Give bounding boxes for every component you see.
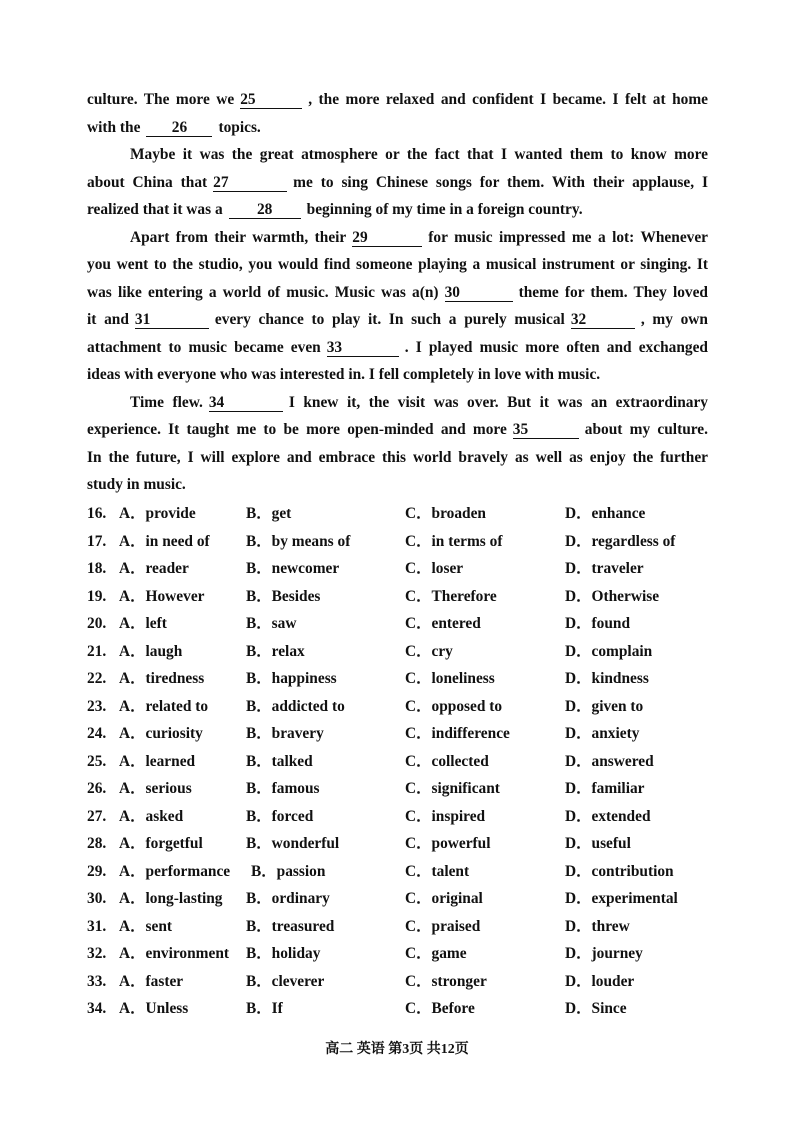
option-d: D．anxiety <box>565 725 640 742</box>
page-footer: 高二 英语 第3页 共12页 <box>325 1042 469 1057</box>
option-c: C．broaden <box>405 505 486 522</box>
text-segment: study in music. <box>87 476 186 493</box>
text-segment: it and <box>87 311 129 328</box>
blank-27: 27 <box>213 174 287 192</box>
text-segment: for music impressed me a lot: Whenever <box>428 228 709 246</box>
option-a: A．left <box>119 615 167 632</box>
question-row <box>87 803 727 831</box>
blank-35: 35 <box>513 421 579 439</box>
option-b: B．relax <box>246 642 305 660</box>
text-segment: Maybe it was the great atmosphere or the fact that I wanted them to know more <box>130 146 708 163</box>
text-segment: I knew it, the visit was over. But it was an extraordinary <box>288 393 708 411</box>
question-row <box>87 583 727 611</box>
question-number: 22. <box>87 670 107 687</box>
option-b: B．newcomer <box>246 560 340 577</box>
option-c: C．game <box>405 945 467 962</box>
option-c: C．loneliness <box>405 670 495 687</box>
passage-line <box>87 169 708 197</box>
text-segment: attachment to music became even <box>87 338 321 356</box>
blank-31: 31 <box>135 311 209 329</box>
option-a: A．faster <box>119 972 184 990</box>
option-d: D．extended <box>565 807 651 825</box>
option-d: D．enhance <box>565 505 646 522</box>
option-d: D．contribution <box>565 862 674 880</box>
question-number: 27. <box>87 807 107 825</box>
option-d: D．regardless of <box>565 532 676 550</box>
option-d: D．familiar <box>565 780 645 797</box>
text-segment: Time flew. <box>130 393 203 411</box>
blank-26: 26 <box>146 119 212 137</box>
text-segment: about China that <box>87 173 208 191</box>
question-row <box>87 968 727 996</box>
option-c: C．praised <box>405 917 481 935</box>
answer-options <box>87 500 727 1023</box>
option-b: B．treasured <box>246 917 335 935</box>
option-d: D．complain <box>565 642 653 660</box>
option-c: C．loser <box>405 560 464 577</box>
option-c: C．powerful <box>405 835 491 852</box>
question-row <box>87 528 727 556</box>
text-segment: experience. It taught me to be more open-minded and more <box>87 421 507 438</box>
text-segment: every chance to play it. In such a purely musical <box>214 311 565 328</box>
blank-29: 29 <box>352 229 422 247</box>
question-number: 23. <box>87 697 107 715</box>
passage-line <box>87 389 708 417</box>
option-d: D．threw <box>565 917 630 935</box>
option-c: C．cry <box>405 642 453 660</box>
option-d: D．traveler <box>565 560 644 577</box>
question-number: 25. <box>87 752 107 770</box>
option-d: D．journey <box>565 945 643 962</box>
text-segment: me to sing Chinese songs for them. With their applause, I <box>293 173 708 191</box>
question-number: 29. <box>87 862 107 880</box>
option-a: A．However <box>119 587 205 605</box>
text-segment: beginning of my time in a foreign country. <box>306 201 583 218</box>
option-a: A．learned <box>119 752 196 770</box>
question-row <box>87 500 727 528</box>
option-c: C．Therefore <box>405 587 497 605</box>
question-number: 17. <box>87 532 107 550</box>
passage-line <box>87 471 708 499</box>
option-d: D．Since <box>565 1000 627 1017</box>
option-a: A．curiosity <box>119 725 203 742</box>
option-c: C．in terms of <box>405 532 503 550</box>
option-c: C．talent <box>405 862 470 880</box>
passage-line <box>87 196 708 224</box>
question-number: 30. <box>87 890 107 907</box>
option-b: B．holiday <box>246 945 321 962</box>
option-c: C．significant <box>405 780 500 797</box>
option-a: A．reader <box>119 560 189 577</box>
option-d: D．found <box>565 615 631 632</box>
option-d: D．kindness <box>565 670 649 687</box>
option-b: B．If <box>246 1000 283 1017</box>
question-number: 32. <box>87 945 107 962</box>
option-b: B．forced <box>246 807 314 825</box>
question-number: 20. <box>87 615 107 632</box>
question-row <box>87 885 727 913</box>
option-a: A．related to <box>119 697 209 715</box>
question-row <box>87 775 727 803</box>
blank-32: 32 <box>571 311 635 329</box>
text-segment: about my culture. <box>584 421 708 438</box>
question-row <box>87 830 727 858</box>
option-b: B．by means of <box>246 532 351 550</box>
question-number: 28. <box>87 835 107 852</box>
option-a: A．tiredness <box>119 670 205 687</box>
question-row <box>87 995 727 1023</box>
option-a: A．long-lasting <box>119 890 223 907</box>
question-row <box>87 720 727 748</box>
text-segment: Apart from their warmth, their <box>130 228 347 246</box>
question-number: 33. <box>87 972 107 990</box>
option-a: A．sent <box>119 917 173 935</box>
text-segment: was like entering a world of music. Music was a(n) <box>87 283 439 301</box>
passage-line <box>87 86 708 114</box>
passage-line <box>87 279 708 307</box>
question-number: 34. <box>87 1000 107 1017</box>
option-a: A．Unless <box>119 1000 189 1017</box>
passage-line <box>87 444 708 472</box>
option-b: B．get <box>246 505 292 522</box>
question-row <box>87 913 727 941</box>
passage-line <box>87 334 708 362</box>
blank-34: 34 <box>209 394 283 412</box>
text-segment: culture. The more we <box>87 91 235 108</box>
passage-line <box>87 114 708 142</box>
question-row <box>87 940 727 968</box>
question-number: 18. <box>87 560 107 577</box>
text-segment: . I played music more often and exchanged <box>404 338 708 356</box>
blank-30: 30 <box>445 284 513 302</box>
option-c: C．stronger <box>405 972 487 990</box>
blank-33: 33 <box>327 339 399 357</box>
text-segment: realized that it was a <box>87 201 223 218</box>
option-d: D．Otherwise <box>565 587 660 605</box>
question-row <box>87 555 727 583</box>
text-segment: you went to the studio, you would find someone playing a musical instrument or singing. It <box>87 256 708 273</box>
option-b: B．saw <box>246 615 297 632</box>
option-b: B．ordinary <box>246 890 330 907</box>
option-a: A．environment <box>119 945 230 962</box>
text-segment: theme for them. They loved <box>518 283 708 301</box>
option-b: B．wonderful <box>246 835 340 852</box>
option-a: A．in need of <box>119 532 210 550</box>
question-number: 16. <box>87 505 107 522</box>
option-a: A．asked <box>119 807 184 825</box>
option-c: C．original <box>405 890 483 907</box>
option-d: D．useful <box>565 835 631 852</box>
text-segment: ideas with everyone who was interested in. I fell completely in love with music. <box>87 366 601 383</box>
question-row <box>87 693 727 721</box>
option-b: B．Besides <box>246 587 321 605</box>
question-number: 21. <box>87 642 107 660</box>
option-b: B．happiness <box>246 670 337 687</box>
option-b: B．bravery <box>246 725 324 742</box>
option-c: C．entered <box>405 615 481 632</box>
question-number: 19. <box>87 587 107 605</box>
text-segment: , the more relaxed and confident I became. I felt at home <box>308 91 708 108</box>
text-segment: topics. <box>218 118 261 136</box>
cloze-passage <box>87 86 708 499</box>
option-d: D．louder <box>565 972 635 990</box>
question-number: 24. <box>87 725 107 742</box>
question-number: 31. <box>87 917 107 935</box>
option-a: A．forgetful <box>119 835 203 852</box>
option-d: D．given to <box>565 697 644 715</box>
option-d: D．experimental <box>565 890 678 907</box>
passage-line <box>87 251 708 279</box>
option-a: A．performance <box>119 862 231 880</box>
option-c: C．indifference <box>405 725 510 742</box>
option-c: C．Before <box>405 1000 475 1017</box>
passage-line <box>87 361 708 389</box>
blank-25: 25 <box>240 91 302 109</box>
passage-line <box>87 306 708 334</box>
option-c: C．collected <box>405 752 489 770</box>
passage-line <box>87 416 708 444</box>
question-row <box>87 665 727 693</box>
blank-28: 28 <box>229 201 301 219</box>
option-b: B．addicted to <box>246 697 345 715</box>
option-a: A．laugh <box>119 642 183 660</box>
option-b: B．talked <box>246 752 313 770</box>
passage-line <box>87 224 708 252</box>
question-row <box>87 858 727 886</box>
question-row <box>87 610 727 638</box>
text-segment: , my own <box>640 311 708 328</box>
passage-line <box>87 141 708 169</box>
option-d: D．answered <box>565 752 654 770</box>
option-b: B．cleverer <box>246 972 325 990</box>
option-b: B．famous <box>246 780 320 797</box>
text-segment: In the future, I will explore and embrace this world bravely as well as enjoy the further <box>87 448 708 466</box>
option-b: B．passion <box>251 862 326 880</box>
question-row <box>87 748 727 776</box>
question-number: 26. <box>87 780 107 797</box>
question-row <box>87 638 727 666</box>
option-a: A．serious <box>119 780 192 797</box>
option-a: A．provide <box>119 505 196 522</box>
option-c: C．opposed to <box>405 697 503 715</box>
option-c: C．inspired <box>405 807 486 825</box>
text-segment: with the <box>87 118 141 136</box>
